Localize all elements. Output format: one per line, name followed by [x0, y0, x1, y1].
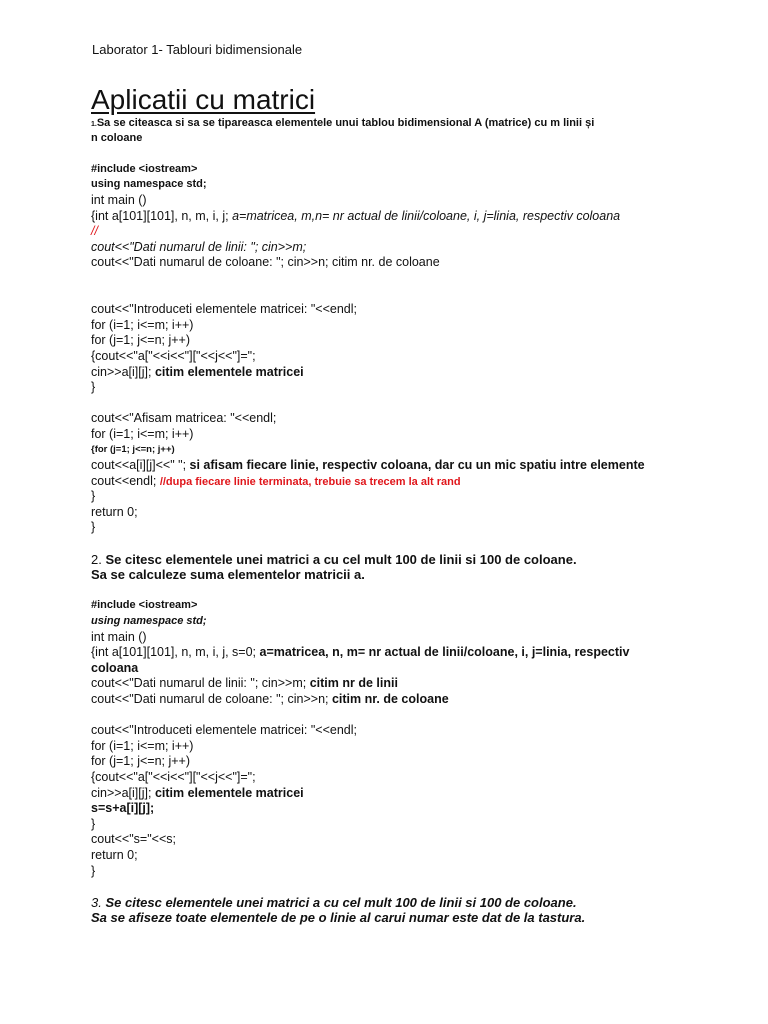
code-line: {cout<<"a["<<i<<"]["<<j<<"]=";	[91, 769, 256, 784]
code-line: return 0;	[91, 504, 138, 519]
code-line: for (j=1; j<=n; j++)	[91, 333, 191, 348]
code-comment: coloana	[91, 660, 139, 675]
code-comment: //dupa fiecare linie terminata, trebuie sa trecem la alt rand	[159, 475, 461, 488]
code-line: #include <iostream>	[91, 599, 198, 612]
code-line: {for (j=1; j<=n; j++)	[91, 444, 175, 456]
code-comment: si afisam fiecare linie, respectiv coloana, dar cu un mic spatiu intre elemente	[189, 458, 645, 473]
code-comment: citim elementele matricei	[154, 364, 304, 379]
code-line: int main ()	[91, 629, 147, 644]
code-comment: a=matricea, m,n= nr actual de linii/coloane, i, j=linia, respectiv coloana	[232, 208, 621, 223]
code-line: for (i=1; i<=m; i++)	[91, 426, 194, 441]
code-line: cout<<"Afisam matricea: "<<endl;	[91, 411, 277, 426]
document-body	[91, 115, 691, 926]
code-line: cin>>a[i][j]; citim elementele matricei	[91, 364, 304, 379]
task1-statement-line1: 1.Sa se citeasca si sa se tipareasca elementele unui tablou bidimensional A (matrice) cu m linii și	[91, 117, 595, 129]
code-comment: a=matricea, n, m= nr actual de linii/coloane, i, j=linia, respectiv	[259, 645, 630, 660]
code-comment: citim elementele matricei	[154, 785, 304, 800]
code-line: cout<<"Dati numarul de linii: "; cin>>m;	[91, 239, 307, 254]
code-line: using namespace std;	[91, 178, 207, 191]
code-line: }	[91, 489, 96, 504]
page-title: Aplicatii cu matrici	[91, 84, 316, 115]
code-line: using namespace std;	[91, 615, 207, 627]
code-line: for (i=1; i<=m; i++)	[91, 317, 194, 332]
code-line: cout<<"Dati numarul de coloane: "; cin>>n; citim nr. de coloane	[91, 255, 440, 270]
task3-statement-line1: 3. Se citesc elementele unei matrici a cu cel mult 100 de linii si 100 de coloane.	[91, 894, 577, 910]
code-line: {int a[101][101], n, m, i, j, s=0; a=matricea, n, m= nr actual de linii/coloane, i, j=linia, respectiv	[91, 645, 630, 660]
code-line: }	[91, 816, 96, 831]
code-comment: //	[91, 224, 98, 239]
code-line: }	[91, 520, 96, 535]
code-line: cout<<"Introduceti elementele matricei: "<<endl;	[91, 302, 357, 317]
task3-number: 3.	[91, 894, 106, 910]
code-comment: citim nr de linii	[309, 676, 398, 691]
task3-statement-line2: Sa se afiseze toate elementele de pe o linie al carui numar este dat de la tastura.	[91, 910, 586, 926]
task2-statement-line2: Sa se calculeze suma elementelor matricii a.	[91, 567, 365, 583]
code-line: cout<<"Dati numarul de linii: "; cin>>m; citim nr de linii	[91, 676, 398, 691]
task1-number: 1.	[91, 121, 97, 128]
code-line: for (i=1; i<=m; i++)	[91, 738, 194, 753]
code-line: }	[91, 380, 96, 395]
task2-statement-line1: 2. Se citesc elementele unei matrici a cu cel mult 100 de linii si 100 de coloane.	[91, 551, 577, 567]
code-comment: citim nr. de coloane	[331, 691, 449, 706]
code-line: cout<<"Introduceti elementele matricei: "<<endl;	[91, 723, 357, 738]
code-line: cin>>a[i][j]; citim elementele matricei	[91, 785, 304, 800]
code-line: for (j=1; j<=n; j++)	[91, 754, 191, 769]
document-header: Laborator 1- Tablouri bidimensionale	[92, 42, 303, 57]
code-line: cout<<"Dati numarul de coloane: "; cin>>n; citim nr. de coloane	[91, 691, 449, 706]
code-line: cout<<"s="<<s;	[91, 832, 176, 847]
code-line: {cout<<"a["<<i<<"]["<<j<<"]=";	[91, 348, 256, 363]
code-line: s=s+a[i][j];	[91, 801, 155, 816]
code-line: return 0;	[91, 847, 138, 862]
code-line: #include <iostream>	[91, 162, 198, 175]
code-line: }	[91, 863, 96, 878]
task2-number: 2.	[91, 551, 106, 567]
code-line: cout<<a[i][j]<<" "; si afisam fiecare linie, respectiv coloana, dar cu un mic spatiu intre elemente	[91, 458, 645, 473]
task1-statement-line2: n coloane	[91, 131, 143, 144]
code-line: int main ()	[91, 192, 147, 207]
code-line: {int a[101][101], n, m, i, j; a=matricea, m,n= nr actual de linii/coloane, i, j=linia, respectiv coloana	[91, 208, 621, 223]
code-line: cout<<endl; //dupa fiecare linie terminata, trebuie sa trecem la alt rand	[91, 473, 461, 488]
